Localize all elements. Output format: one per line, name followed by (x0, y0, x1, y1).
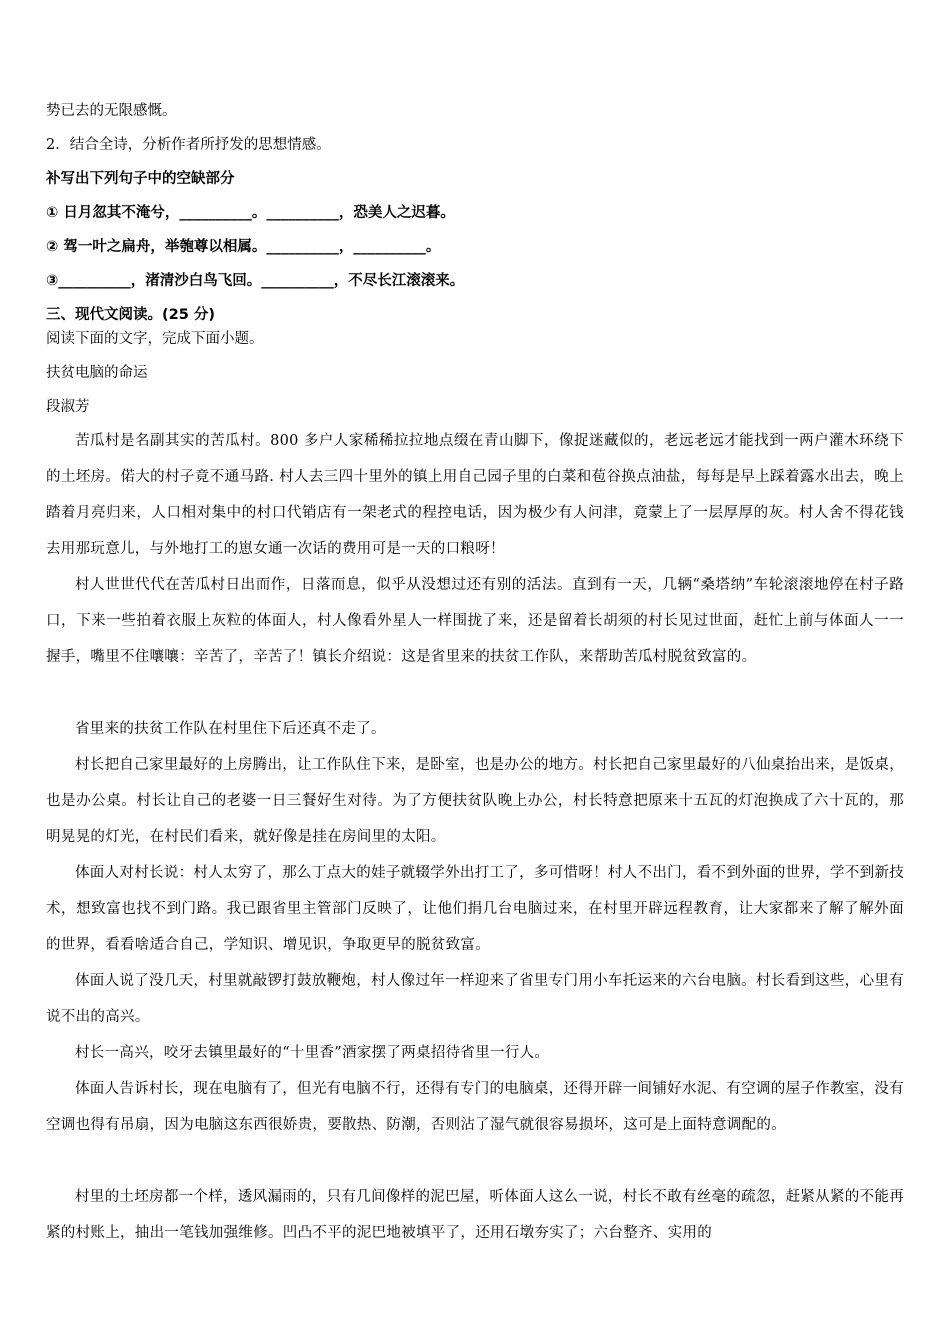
paragraph-3: 省里来的扶贫工作队在村里住下后还真不走了。 (75, 721, 386, 737)
paragraph-4: 村长把自己家里最好的上房腾出，让工作队住下来，是卧室，也是办公的地方。村长把自己家里最好的八仙桌抬出来，是饭桌，也是办公桌。村长让自己的老婆一日三餐好生对待。为了方便扶贫队晚上办公，村长特意把原来十五瓦的灯泡换成了六十瓦的，那明晃晃的灯光，在村民们看来，就好像是挂在房间里的太阳。 (46, 757, 904, 845)
section-3-instruction: 阅读下面的文字，完成下面小题。 (46, 331, 264, 347)
fill-in-item-3: ③__________，渚清沙白鸟飞回。__________，不尽长江滚滚来。 (46, 273, 465, 289)
paragraph-6: 体面人说了没几天，村里就敲锣打鼓放鞭炮，村人像过年一样迎来了省里专门用小车托运来的六台电脑。村长看到这些，心里有说不出的高兴。 (46, 973, 904, 1025)
fill-in-item-1: ① 日月忽其不淹兮，__________。__________，恐美人之迟暮。 (46, 205, 455, 221)
paragraph-7: 村长一高兴，咬牙去镇里最好的“十里香”酒家摆了两桌招待省里一行人。 (75, 1045, 550, 1061)
paragraph-8: 体面人告诉村长，现在电脑有了，但光有电脑不行，还得有专门的电脑桌，还得开辟一间铺好水泥、有空调的屋子作教室，没有空调也得有吊扇，因为电脑这东西很娇贵，要散热、防潮，否则沾了湿气就很容易损坏，这可是上面特意调配的。 (46, 1081, 904, 1133)
fill-in-heading: 补写出下列句子中的空缺部分 (46, 171, 235, 187)
paragraph-1: 苦瓜村是名副其实的苦瓜村。800 多户人家稀稀拉拉地点缀在青山脚下，像捉迷藏似的，老远老远才能找到一两户灌木环绕下的土坯房。偌大的村子竟不通马路. 村人去三四十里外的镇上用自己园子里的白菜和苞谷换点油盐，每每是早上踩着露水出去，晚上踏着月亮归来，人口相对集中的村口代销店有一架老式的程控电话，因为极少有人问津，竟蒙上了一层厚厚的灰。村人舍不得花钱去用那玩意儿，与外地打工的崽女通一次话的费用可是一天的口粮呀！ (46, 433, 904, 557)
paragraph-9: 村里的土坯房都一个样，透风漏雨的，只有几间像样的泥巴屋，听体面人这么一说，村长不敢有丝毫的疏忽，赶紧从紧的不能再紧的村账上，抽出一笔钱加强维修。凹凸不平的泥巴地被填平了，还用石墩夯实了；六台整齐、实用的 (46, 1189, 904, 1241)
story-author: 段淑芳 (46, 399, 90, 415)
paragraph-5: 体面人对村长说：村人太穷了，那么丁点大的娃子就辍学外出打工了，多可惜呀！村人不出门，看不到外面的世界，学不到新技术，想致富也找不到门路。我已跟省里主管部门反映了，让他们捐几台电脑过来，在村里开辟远程教育，让大家都来了解了解外面的世界，看看啥适合自己，学知识、增见识，争取更早的脱贫致富。 (46, 865, 904, 953)
fill-in-item-2: ② 驾一叶之扁舟，举匏尊以相属。__________，__________。 (46, 239, 441, 255)
question-2: 2．结合全诗，分析作者所抒发的思想情感。 (46, 137, 331, 153)
paragraph-2: 村人世世代代在苦瓜村日出而作，日落而息，似乎从没想过还有别的活法。直到有一天，几辆“桑塔纳”车轮滚滚地停在村子路口，下来一些拍着衣服上灰粒的体面人，村人像看外星人一样围拢了来，还是留着长胡须的村长见过世面，赶忙上前与体面人一一握手，嘴里不住嚷嚷：辛苦了，辛苦了！镇长介绍说：这是省里来的扶贫工作队，来帮助苦瓜村脱贫致富的。 (46, 577, 904, 665)
section-3-heading: 三、现代文阅读。(25 分) (46, 307, 215, 323)
story-title: 扶贫电脑的命运 (46, 365, 148, 381)
continuation-text: 势已去的无限感慨。 (46, 103, 177, 119)
